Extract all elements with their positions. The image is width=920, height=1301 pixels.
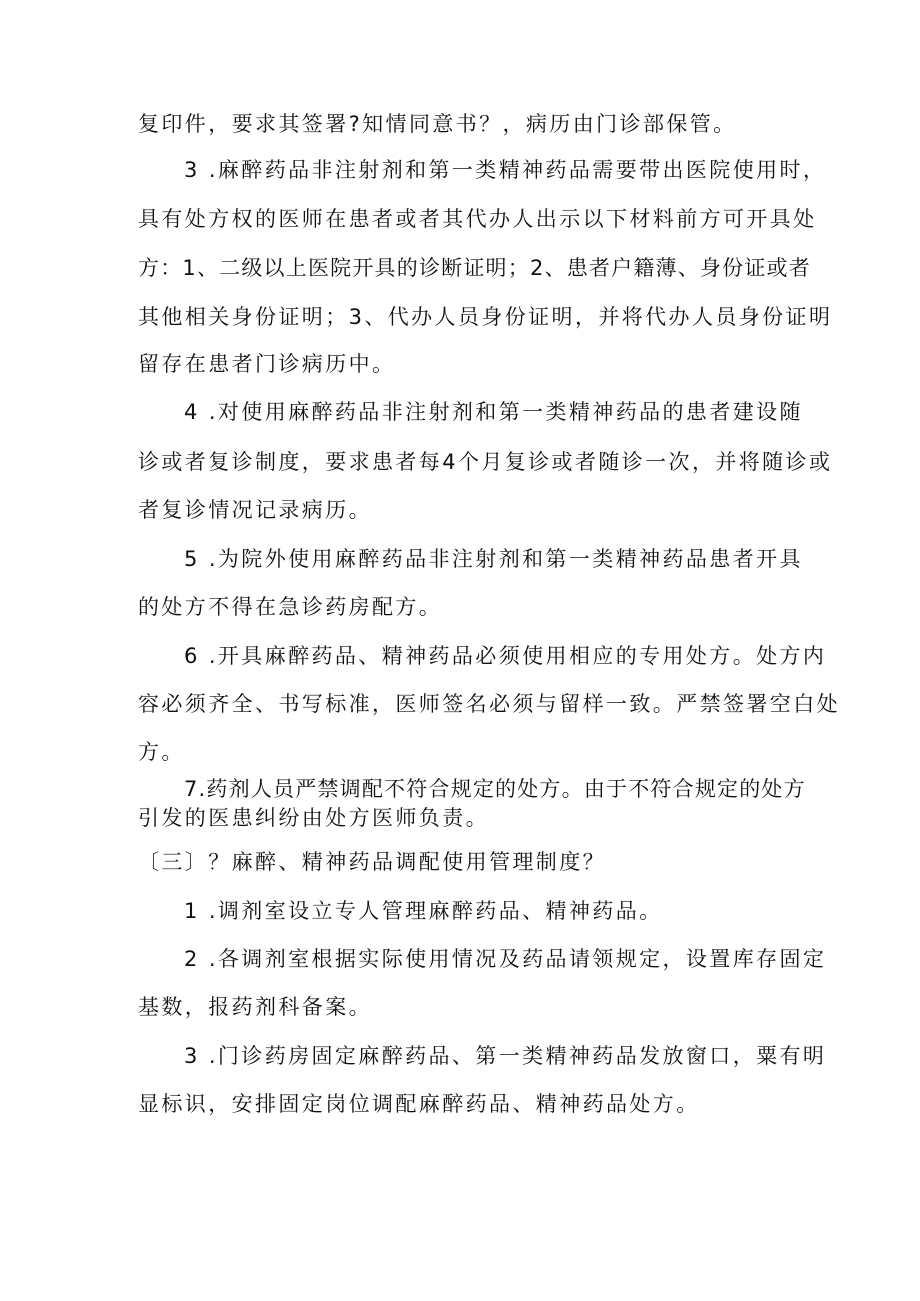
text-line: 复印件，要求其签署?知情同意书？，病历由门诊部保管。 [138,112,737,136]
text-line: 者复诊情况记录病历。 [138,498,372,522]
text-line: 方。 [138,740,185,764]
text-line: 的处方不得在急诊药房配方。 [138,595,443,619]
text-line: 1 .调剂室设立专人管理麻醉药品、精神药品。 [184,899,663,923]
text-line: 7.药剂人员严禁调配不符合规定的处方。由于不符合规定的处方 [184,777,806,801]
text-line: 诊或者复诊制度，要求患者每4个月复诊或者随诊一次，并将随诊或 [138,450,833,474]
text-line: 6 .开具麻醉药品、精神药品必须使用相应的专用处方。处方内 [184,644,827,668]
text-line: 具有处方权的医师在患者或者其代办人出示以下材料前方可开具处 [138,207,817,231]
text-line: 其他相关身份证明；3、代办人员身份证明，并将代办人员身份证明 [138,305,833,329]
text-line: 3 .门诊药房固定麻醉药品、第一类精神药品发放窗口，粟有明 [184,1044,827,1068]
text-line: 基数，报药剂科备案。 [138,995,372,1019]
text-line: 显标识，安排固定岗位调配麻醉药品、精神药品处方。 [138,1092,700,1116]
text-line: 容必须齐全、书写标准，医师签名必须与留样一致。严禁签署空白处 [138,692,840,716]
text-line: 5 .为院外使用麻醉药品非注射剂和第一类精神药品患者开具 [184,547,803,571]
text-line: 2 .各调剂室根据实际使用情况及药品请领规定，设置库存固定 [184,947,827,971]
section-heading: 〔三〕？麻醉、精神药品调配使用管理制度？ [138,850,606,874]
text-line: 引发的医患纠纷由处方医师负责。 [138,806,489,830]
text-line: 方：1、二级以上医院开具的诊断证明；2、患者户籍薄、身份证或者 [138,256,811,280]
text-line: 3 .麻醉药品非注射剂和第一类精神药品需要带出医院使用时， [184,158,827,182]
text-line: 留存在患者门诊病历中。 [138,352,396,376]
text-line: 4 .对使用麻醉药品非注射剂和第一类精神药品的患者建设随 [184,400,803,424]
